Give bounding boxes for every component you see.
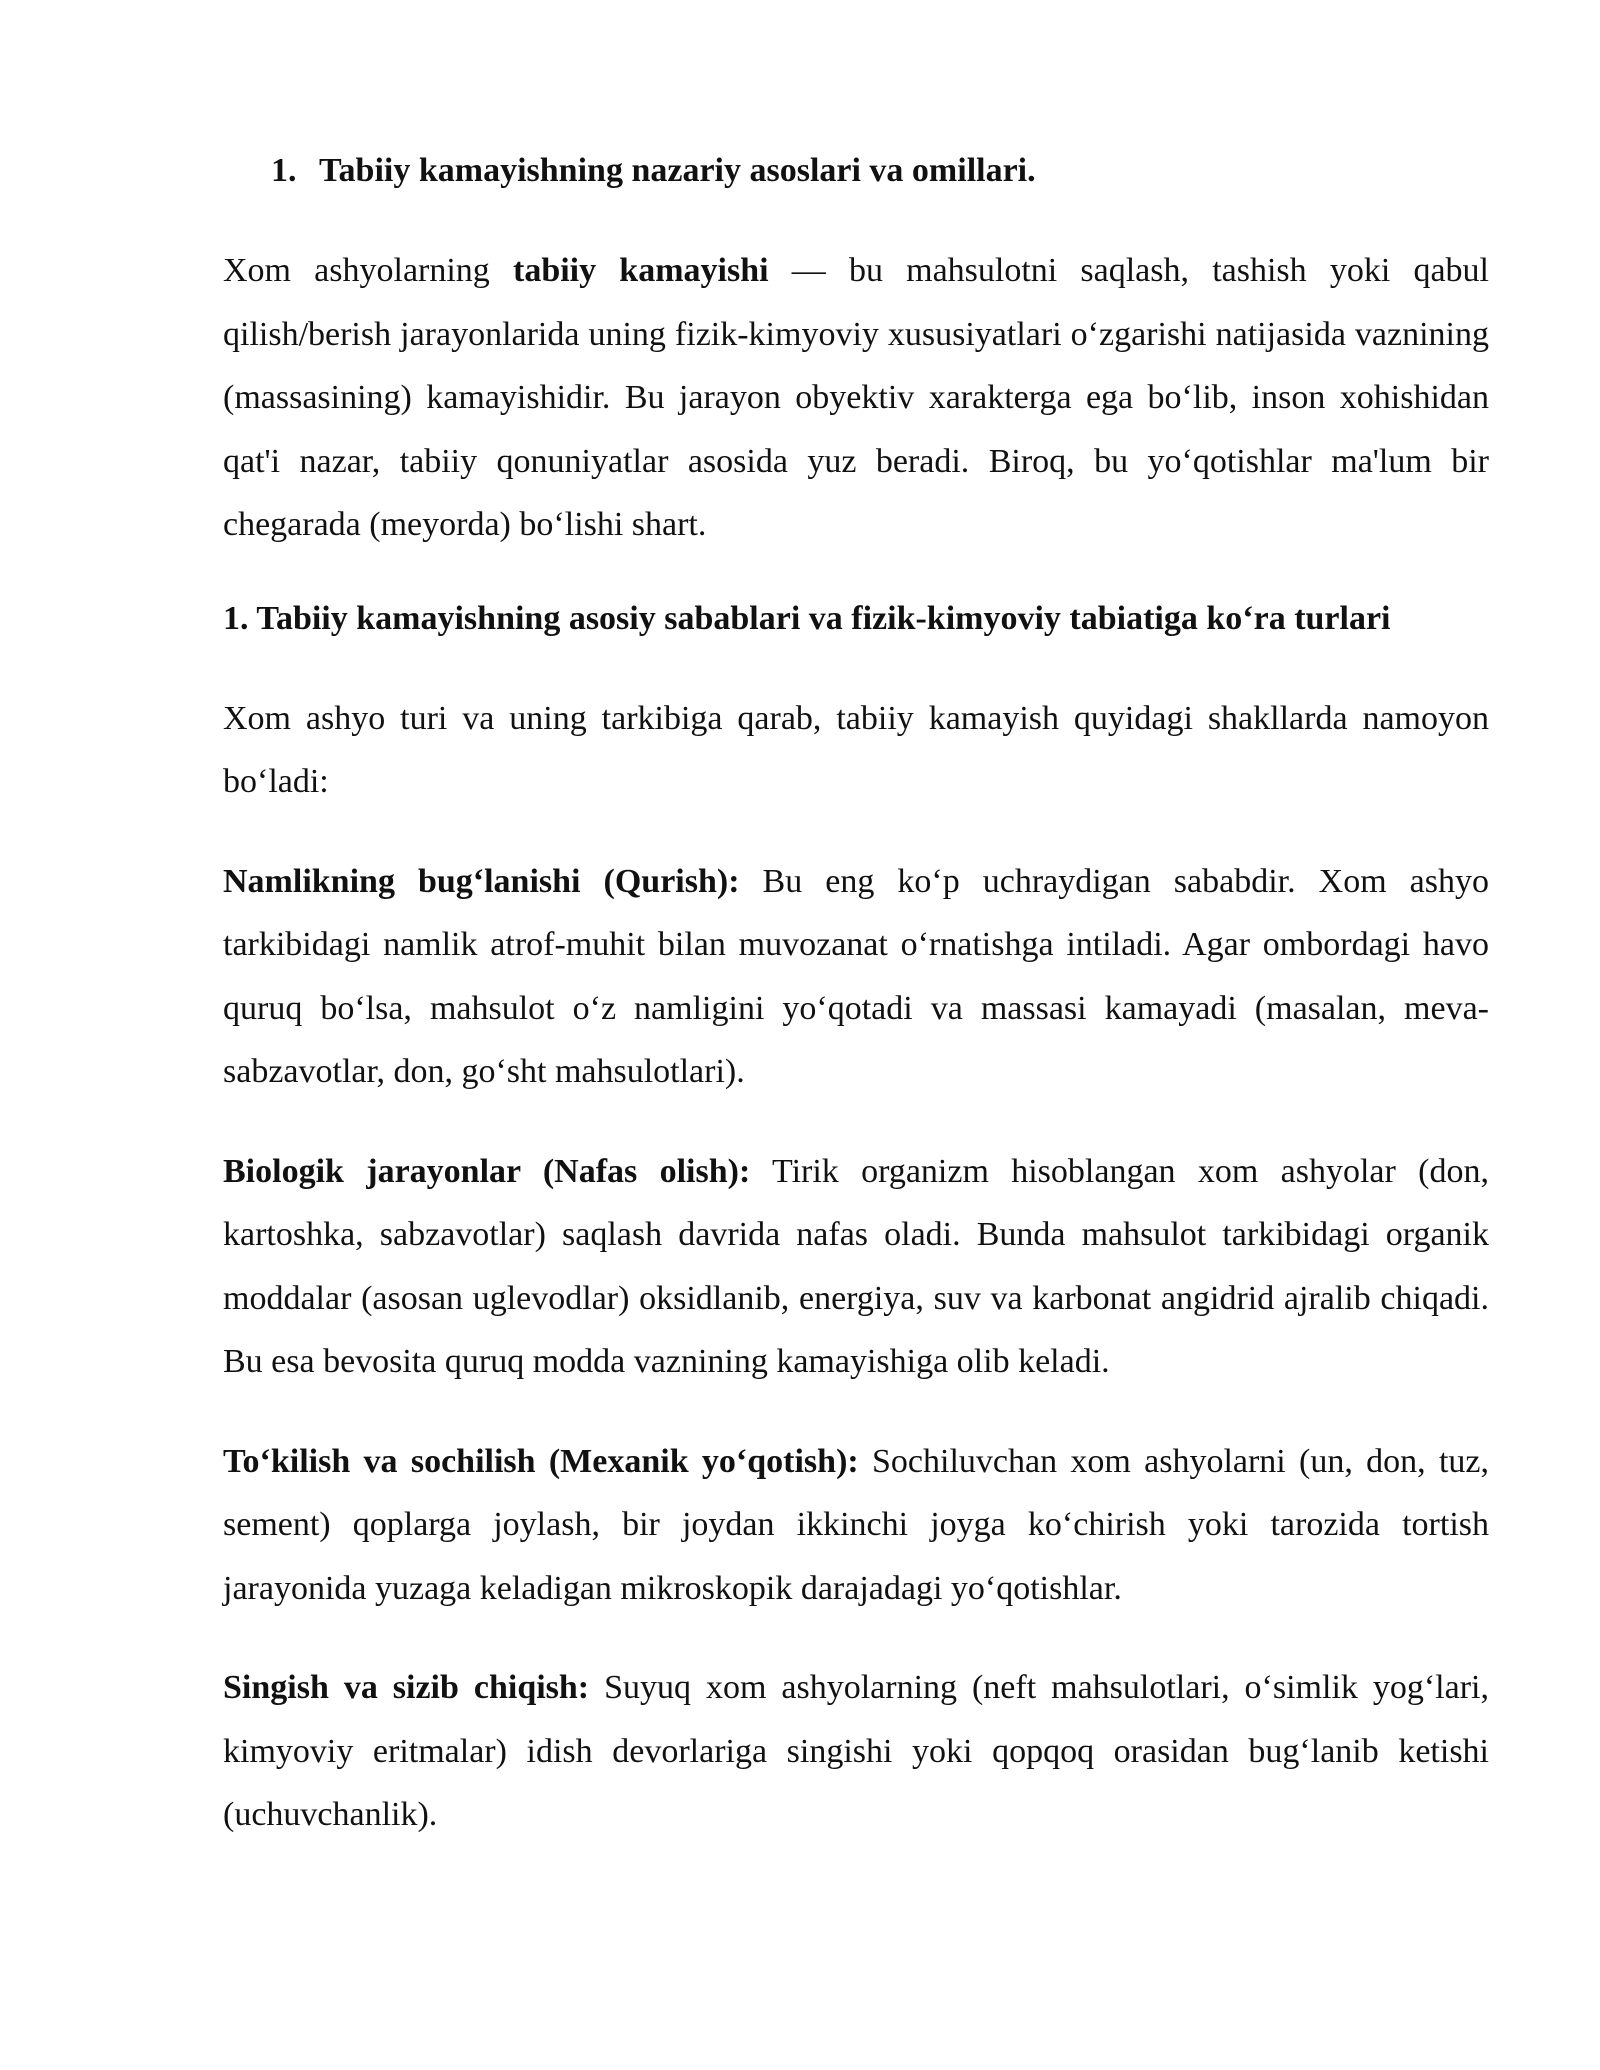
intro-text-start: Xom ashyolarning xyxy=(223,252,513,289)
item-term: Biologik jarayonlar (Nafas olish): xyxy=(223,1152,751,1190)
item-term: Singish va sizib chiqish: xyxy=(223,1669,590,1706)
item-term: Namlikning bug‘lanishi (Qurish): xyxy=(223,862,740,900)
section-heading-number: 1. xyxy=(271,152,297,189)
section-heading-text: Tabiiy kamayishning nazariy asoslari va omillari. xyxy=(319,152,1036,189)
list-item xyxy=(223,850,1489,1104)
list-item xyxy=(223,1656,1489,1847)
section-heading xyxy=(271,145,1489,197)
item-text: Sochiluvchan xom ashyolarni (un, don, tuz, sement) qoplarga joylash, bir joydan ikkinchi joyga ko‘chirish yoki tarozida tortish jarayonida yuzaga keladigan mikroskopik darajadagi yo‘qotishlar. xyxy=(223,1442,1489,1607)
list-item xyxy=(223,1140,1489,1394)
intro-text-rest: — bu mahsulotni saqlash, tashish yoki qabul qilish/berish jarayonlarida uning fizik-kimyoviy xususiyatlari o‘zgarishi natijasida vaznining (massasining) kamayishidir. Bu jarayon obyektiv xarakterga ega bo‘lib, inson xohishidan qat'i nazar, tabiiy qonuniyatlar asosida yuz beradi. Biroq, bu yo‘qotishlar ma'lum bir chegarada (meyorda) bo‘lishi shart. xyxy=(223,252,1489,543)
document-content xyxy=(223,145,1489,1883)
list-item xyxy=(223,1430,1489,1621)
item-text: Bu eng ko‘p uchraydigan sababdir. Xom ashyo tarkibidagi namlik atrof-muhit bilan muvozanat o‘rnatishga intiladi. Agar ombordagi havo quruq bo‘lsa, mahsulot o‘z namligini yo‘qotadi va massasi kamayadi (masalan, meva-sabzavotlar, don, go‘sht mahsulotlari). xyxy=(223,862,1489,1090)
intro-paragraph xyxy=(223,239,1489,557)
item-term: To‘kilish va sochilish (Mexanik yo‘qotish): xyxy=(223,1442,859,1480)
sub-heading: 1. Tabiiy kamayishning asosiy sabablari va fizik-kimyoviy tabiatiga ko‘ra turlari xyxy=(223,599,1391,637)
sub-intro-paragraph: Xom ashyo turi va uning tarkibiga qarab, tabiiy kamayish quyidagi shakllarda namoyon bo‘ladi: xyxy=(223,699,1489,800)
intro-term: tabiiy kamayishi xyxy=(513,252,769,289)
item-text: Tirik organizm hisoblangan xom ashyolar (don, kartoshka, sabzavotlar) saqlash davrida nafas oladi. Bunda mahsulot tarkibidagi organik moddalar (asosan uglevodlar) oksidlanib, energiya, suv va karbonat angidrid ajralib chiqadi. Bu esa bevosita quruq modda vaznining kamayishiga olib keladi. xyxy=(223,1152,1489,1380)
item-text: Suyuq xom ashyolarning (neft mahsulotlari, o‘simlik yog‘lari, kimyoviy eritmalar) idish devorlariga singishi yoki qopqoq orasidan bug‘lanib ketishi (uchuvchanlik). xyxy=(223,1669,1489,1833)
